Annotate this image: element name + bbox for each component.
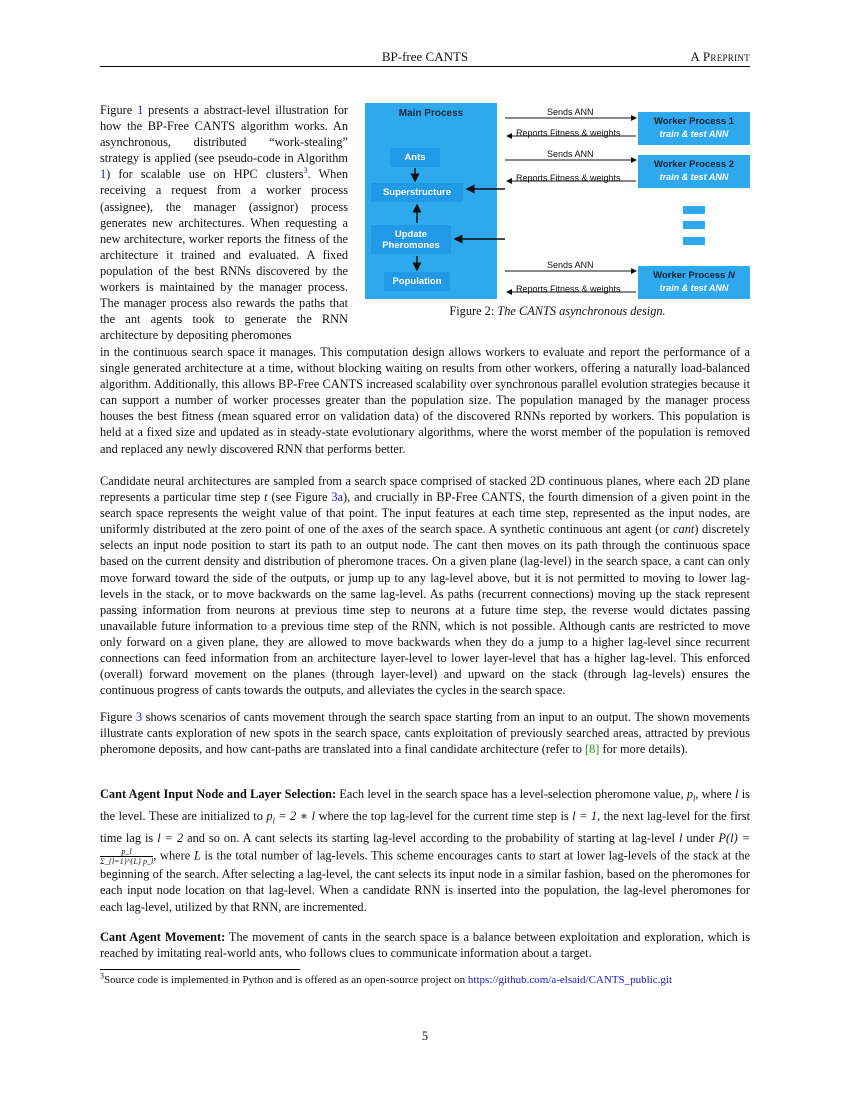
paragraph-3: [100, 709, 750, 757]
worker-process-2-label: Worker Process 2: [653, 159, 735, 170]
p1-text-a: Figure: [100, 103, 138, 117]
p2-text-d: ) discretely selects an input node position to start its path to an output node. The cant then moves on its path through the continuous space based on the current density and distribution of pheromone traces. On a given plane (lag-level) in the search space, a cant can only move forward toward the side of the outputs, or jump up to any lag-level above, but it is not permitted to moving to lower lag-levels in the stack, or to move backwards on the same lag-level. As paths (recurrent connections) moving up the stack represent passing information from neurons at previous time step to neurons at a future time step, the reverse would dictates passing unavailable future information to a previous time step of the RNN, which is not possible. Although cants are restricted to move only forward on a given plane, they are allowed to move backwards when they do a jump to a higher lag-level since recurrent connections can feed information from an architecture layer-level to lower layer-level that has a higher lag-level. This enforced (overall) forward movement on the planes (through layer-level) and upward on the stack (through lag-levels) ensures the continuous progress of cants towards the outputs, and alleviates the cycles in the search space.: [100, 522, 750, 698]
paragraph-1-wrapped: [100, 102, 348, 343]
worker-process-n-letter: N: [727, 270, 735, 281]
sends-ann-label-1: Sends ANN: [547, 107, 594, 117]
worker-process-1-label: Worker Process 1: [653, 116, 735, 127]
worker-process-n-sub: train & test ANN: [659, 283, 729, 293]
p4-eq1-rest: = 2 ∗ l: [274, 809, 316, 824]
p4-text-a: Each level in the search space has a level-selection pheromone value,: [336, 787, 687, 801]
worker-process-1-box: [638, 112, 750, 145]
p4-text-g: under: [682, 831, 719, 846]
p4-var-L: L: [193, 848, 201, 863]
pheromones-label: Pheromones: [382, 239, 440, 251]
worker-process-n-prefix: Worker Process: [653, 270, 728, 281]
running-header: [100, 49, 750, 67]
p1-text-c: ) for scalable use on HPC clusters: [106, 167, 304, 182]
population-box: Population: [384, 272, 450, 291]
p1-text-b: presents a abstract-level illustration for how the BP-Free CANTS algorithm works. An asynchronous, distributed “work-stealing” strategy is applied (see pseudo-code in Algorithm: [100, 103, 348, 166]
p4-fraction-denominator: Σ_{l=1}^{L} p_l: [100, 856, 154, 866]
p4-text-e: , the next lag-level for the first time lag is: [100, 809, 750, 846]
p3-text-a: Figure: [100, 710, 136, 724]
worker-process-2-sub: train & test ANN: [659, 172, 729, 182]
caption-text: The CANTS asynchronous design.: [497, 304, 666, 318]
page-number: 5: [421, 1029, 429, 1043]
p3-text-c: for more details).: [599, 742, 688, 757]
citation-8-link[interactable]: [8]: [584, 742, 600, 757]
ellipsis-block-2: [683, 221, 705, 229]
ellipsis-block-1: [683, 206, 705, 214]
figure-cants-async-design: [365, 103, 750, 299]
paragraph-4: [100, 786, 750, 916]
p5-text-a: The movement of cants in the search space is a balance between exploitation and exploration, which is reached by imitating real-world ants, who follows clues to communicate information about a target.: [100, 930, 750, 961]
p4-text-i: is the total number of lag-levels. This scheme encourages cants to start at lower lag-levels of the stack at the beginning of the search. After selecting a lag-level, the cant selects its input node in a similar fashion, based on the pheromones for each input node location on that lag-level. When a candidate RNN is inserted into the population, the lag-level pheromones for each lag-level, utilized by that RNN, are incremented.: [100, 848, 750, 914]
p2-text-a: Candidate neural architectures are sampled from a search space comprised of stacked 2D continuous planes, where each 2D plane represents a particular time step: [100, 474, 750, 505]
github-link[interactable]: https://github.com/a-elsaid/CANTS_public.git: [467, 974, 673, 986]
footnote-rule: [100, 969, 300, 970]
p4-var-p: p: [686, 787, 694, 801]
p4-eq3: l = 2: [157, 831, 184, 846]
p4-text-f: and so on. A cant selects its starting lag-level according to the probability of starting at lag-level: [183, 831, 679, 846]
p5-heading: Cant Agent Movement:: [100, 930, 226, 944]
p4-fraction-numerator: p_l: [100, 847, 153, 857]
footnote-text: Source code is implemented in Python and is offered as an open-source project on: [104, 974, 468, 986]
p4-fraction: [100, 847, 153, 866]
ellipsis-block-3: [683, 237, 705, 245]
p2-cant-term: cant: [673, 522, 695, 537]
figure-3a-link[interactable]: 3a: [331, 490, 344, 505]
figure-caption: [365, 304, 750, 319]
worker-process-n-box: [638, 266, 750, 299]
paragraph-5: [100, 929, 750, 961]
p4-text-h: , where: [153, 848, 194, 863]
reports-label-n: Reports Fitness & weights: [516, 284, 621, 294]
p4-text-c: is the level. These are initialized to: [100, 787, 750, 824]
footnote-number: 3: [100, 971, 104, 981]
p4-heading: Cant Agent Input Node and Layer Selection:: [100, 787, 337, 801]
p4-eq1-sub: l: [272, 816, 275, 826]
worker-process-1-sub: train & test ANN: [659, 129, 729, 139]
p4-var-l: l: [735, 787, 739, 801]
paragraph-1-continued: in the continuous search space it manages. This computation design allows workers to evaluate and report the performance of a single generated architecture at a time, without blocking waiting on results from other workers, offering a naturally load-balanced algorithm. Additionally, this allows BP-Free CANTS increased scalability over synchronous parallel evolution strategies because it can support a number of worker processes greater than the population size. The population managed by the manager process houses the best fitness (mean squared error on validation data) of the discovered RNNs reported by workers. This population is held at a fixed size and updated as in steady-state evolutionary algorithms, where the worst member of the population is removed and replaced any newly discovered RNN that performs better.: [100, 345, 750, 456]
p4-var-p-sub: l: [693, 794, 696, 804]
p4-text-b: , where: [695, 787, 736, 801]
algorithm-1-link[interactable]: 1: [100, 167, 107, 182]
figure-1-link[interactable]: 1: [137, 103, 144, 117]
p4-eq4: P(l) =: [718, 831, 751, 846]
figure-3-link[interactable]: 3: [135, 710, 143, 724]
reports-label-2: Reports Fitness & weights: [516, 173, 621, 183]
main-process-label: Main Process: [398, 108, 464, 119]
p2-text-b: (see Figure: [267, 490, 332, 505]
paragraph-2: [100, 473, 750, 698]
header-title: BP-free CANTS: [381, 49, 469, 64]
reports-label-1: Reports Fitness & weights: [516, 128, 621, 138]
p2-var-t: t: [264, 490, 268, 505]
worker-process-2-box: [638, 155, 750, 188]
p4-eq1-p: p: [266, 809, 273, 824]
caption-label: Figure 2:: [449, 304, 495, 318]
sends-ann-label-n: Sends ANN: [547, 260, 594, 270]
p4-eq2: l = 1: [572, 809, 598, 824]
p1-text-d: . When receiving a request from a worker process (assignee), the manager (assignor) process generates new architectures. When requesting a new architecture, worker reports the fitness of the architecture it trained and evaluated. A fixed population of the best RNNs discovered by the workers is maintained by the manager process. The manager process also rewards the paths that the ant agents took to generate the RNN architecture by depositing pheromones: [100, 167, 348, 343]
p3-text-b: shows scenarios of cants movement through the search space starting from an input to an output. The shown movements illustrate cants exploration of new spots in the search space, cants exploitation of previously searched areas, attracted by previous pheromone deposits, and how cant-paths are translated into a final candidate architecture (refer to: [100, 710, 750, 757]
sends-ann-label-2: Sends ANN: [547, 149, 594, 159]
p2-text-c: ), and crucially in BP-Free CANTS, the fourth dimension of a given point in the search space represents the weight value of that point. The input features at each time step, represented as the input nodes, are uniformly distributed at the zero point of one of the axes of the search space. A synthetic continuous ant agent (or: [100, 490, 750, 537]
update-label: Update: [394, 228, 428, 240]
footnote-3: [100, 973, 750, 988]
header-rule: [100, 66, 750, 67]
p4-text-d: where the top lag-level for the current time step is: [315, 809, 573, 824]
p4-var-l-2: l: [678, 831, 683, 846]
footnote-3-link[interactable]: 3: [303, 166, 308, 176]
superstructure-box: Superstructure: [371, 183, 463, 202]
ants-box: Ants: [390, 148, 440, 167]
worker-process-n-label: [638, 270, 750, 282]
header-right: A Preprint: [690, 49, 750, 64]
